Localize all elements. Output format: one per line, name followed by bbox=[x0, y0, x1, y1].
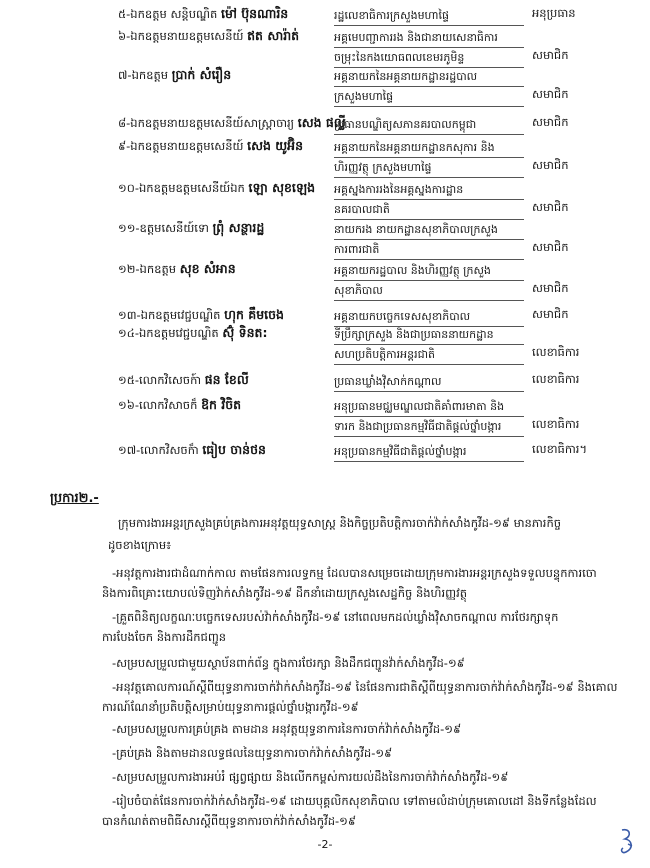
member-name: ផន ខែលី bbox=[204, 372, 249, 387]
member-prefix: ១០-ឯកឧត្តមឧត្តមសេនីយ៍ឯក bbox=[118, 181, 245, 195]
member-prefix: ១៥-លោកវិសេចក៍ា bbox=[118, 373, 202, 387]
member-role: លេខាធិការ bbox=[532, 372, 580, 386]
page-number: -2- bbox=[317, 838, 333, 851]
member-position-line: ប្រធានឃ្លាំងវ៉ិសាក់កណ្ដាល bbox=[334, 375, 442, 388]
member-role: សមាជិក bbox=[532, 158, 569, 172]
member-position-line: អគ្គមេបញ្ជាការរង និងជានាយសេនាធិការ bbox=[334, 31, 498, 44]
task-item: -សម្របសម្រួលជាមួយស្ថាប័នពាក់ព័ន្ធ ក្នុងការថែរក្សា និងដឹកជញ្ជូនវ៉ាក់សាំងកូវីដ-១៩ bbox=[112, 656, 465, 670]
member-name: ឥត សារ៉ាត់ bbox=[247, 28, 300, 43]
member-position-line: ទីប្រឹក្សាក្រសួង និងជាប្រធាននាយកដ្ឋាន bbox=[334, 328, 494, 341]
member-position bbox=[334, 261, 522, 301]
member-name-column bbox=[118, 307, 284, 326]
task-item-continuation: បានកំណត់តាមពិធីសារស្ដីពីយុទ្ធនាការចាក់វ៉ាក់សាំងកូវីដ-១៩ bbox=[102, 814, 357, 828]
member-name: ស៊ុំ ទិនត: bbox=[222, 325, 268, 340]
task-item-continuation: ការបែងចែក និងការដឹកជញ្ជូន bbox=[102, 630, 227, 644]
initials-mark-icon bbox=[616, 826, 638, 856]
task-item-continuation: និងការពិគ្រោះយោបល់ទិញវ៉ាក់សាំងកូវីដ-១៩ ដឹកនាំដោយក្រសួងសេដ្ឋកិច្ច និងហិរញ្ញវត្ថុ bbox=[102, 586, 468, 600]
member-prefix: ១២-ឯកឧត្តម bbox=[118, 262, 177, 276]
member-prefix: ៧-ឯកឧត្តម bbox=[118, 68, 169, 82]
member-position bbox=[334, 372, 522, 392]
member-position-line: សុខាភិបាល bbox=[334, 284, 383, 297]
member-name: ហុក គឹមចេង bbox=[224, 307, 284, 322]
member-position-line: អគ្គស្នងការរងនៃអគ្គស្នងការដ្ឋាន bbox=[334, 183, 464, 196]
member-position-line: ការពារជាតិ bbox=[334, 243, 380, 256]
member-role: សមាជិក bbox=[532, 87, 569, 101]
task-item-continuation: ការណ៍ណែនាំប្រតិបត្តិសម្រាប់យុទ្ធនាការផ្ដល់ថ្នាំបង្ការកូវីដ-១៩ bbox=[102, 700, 359, 714]
member-position-line: អនុប្រធានមជ្ឈមណ្ឌលជាតិគាំពារមាតា និង bbox=[334, 400, 505, 413]
member-name: ធៀប ចាន់ថន bbox=[202, 442, 266, 457]
member-position-line: ហិរញ្ញវត្ថុ ក្រសួងមហាផ្ទៃ bbox=[334, 161, 432, 174]
member-prefix: ៥-ឯកឧត្តម សន្តិបណ្ឌិត bbox=[118, 7, 218, 21]
member-role: សមាជិក bbox=[532, 240, 569, 254]
member-name-column bbox=[118, 138, 303, 157]
member-position-line: អគ្គនាយកបច្ចេកទេសសុខាភិបាល bbox=[334, 310, 471, 323]
member-role: សមាជិក bbox=[532, 200, 569, 214]
member-name: ម៉ៅ ប៊ុនណារិន bbox=[221, 6, 289, 21]
member-position-line: នាយករង នាយកដ្ឋានសុខាភិបាលក្រសួង bbox=[334, 223, 498, 236]
member-position-line: អនុប្រធានកម្មវិធីជាតិផ្ដល់ថ្នាំបង្ការ bbox=[334, 445, 467, 458]
member-position bbox=[334, 397, 522, 437]
member-name-column bbox=[118, 180, 315, 199]
task-item: -គ្រួតពិនិត្យលក្ខណៈបច្ចេកទេសរបស់វ៉ាក់សាំងកូវីដ-១៩ នៅពេលមកដល់ឃ្លាំងវ៉ិសាចកណ្ដាល ការថែរក្សាទុក bbox=[112, 610, 559, 624]
member-position-line: ទារក និងជាប្រធានកម្មវិធីជាតិផ្ដល់ថ្នាំបង្ការ bbox=[334, 420, 502, 433]
member-prefix: ១៣-ឯកឧត្តមវេជ្ជបណ្ឌិត bbox=[118, 308, 221, 322]
task-item: -អនុវត្តការងារជាដំណាក់កាល តាមផែនការលទ្ធកម្ម ដែលបានសម្រេចដោយក្រុមការងារអន្តរក្រសួងទទួលបន្ទុកការចោ bbox=[112, 566, 597, 580]
member-name-column bbox=[118, 28, 299, 47]
member-position-line: ប្រធានបណ្ឌិត្យសភានគរបាលកម្ពុជា bbox=[334, 118, 477, 131]
member-prefix: ១៧-លោកវិសចក៏ា bbox=[118, 443, 199, 457]
member-position-line: សហប្រតិបត្តិការអន្តរជាតិ bbox=[334, 348, 436, 361]
member-prefix: ១៦-លោកវិសាចក៏ bbox=[118, 398, 198, 412]
member-position bbox=[334, 180, 522, 220]
member-name-column bbox=[118, 261, 236, 280]
member-position bbox=[334, 6, 522, 26]
member-position bbox=[334, 220, 522, 260]
intro-line: ដូចខាងក្រោម៖ bbox=[108, 538, 172, 552]
member-name-column bbox=[118, 442, 266, 461]
member-name: សេង យូអ៊ិន bbox=[247, 138, 304, 153]
member-position-line: អគ្គនាយករដ្ឋបាល និងហិរញ្ញវត្ថុ ក្រសួង bbox=[334, 264, 491, 277]
intro-line: ក្រុមការងារអន្តរក្រសួងគ្រប់គ្រងការអនុវត្តយុទ្ធសាស្ត្រ និងកិច្ចប្រតិបត្តិការចាក់វ៉ាក់សាំងកូវីដ-១៩ មានភារកិច្ច bbox=[118, 516, 562, 530]
member-prefix: ៦-ឯកឧត្តមនាយឧត្តមសេនីយ៍ bbox=[118, 29, 244, 43]
member-name-column bbox=[118, 6, 288, 25]
task-item: -គ្រប់គ្រង និងតាមដានលទ្ធផលនៃយុទ្ធនាការចាក់វ៉ាក់សាំងកូវីដ-១៩ bbox=[112, 746, 393, 760]
member-position bbox=[334, 115, 522, 135]
member-name: សេង ផល្លី bbox=[297, 115, 346, 130]
member-role: លេខាធិការ bbox=[532, 417, 580, 431]
task-item: -អនុវត្តគោលការណ៍ស្ដីពីយុទ្ធនាការចាក់វ៉ាក់សាំងកូវីដ-១៩ នៃផែនការជាតិស្ដីពីយុទ្ធនាការចាក់វ៉ាក់សាំងកូវីដ-១៩ និងគោល bbox=[112, 680, 618, 694]
task-item: -សម្របសម្រួលការងារអប់រំ ផ្សព្វផ្សាយ និងលើកកម្ពស់ការយល់ដឹងនៃការចាក់វ៉ាក់សាំងកូវីដ-១៩ bbox=[112, 770, 509, 784]
member-position-line: នគរបាលជាតិ bbox=[334, 203, 390, 216]
member-name: ឱក វិចិត bbox=[201, 397, 242, 412]
member-position-line: ក្រសួងមហាផ្ទៃ bbox=[334, 90, 394, 103]
member-position-line: អគ្គនាយកនៃអគ្គនាយកដ្ឋានកសុការ និង bbox=[334, 141, 495, 154]
task-item: -សម្របសម្រួលការគ្រប់គ្រង តាមដាន អនុវត្តយុទ្ធនាការនៃការចាក់វ៉ាក់សាំងកូវីដ-១៩ bbox=[112, 722, 462, 736]
member-name-column bbox=[118, 67, 231, 86]
member-position bbox=[334, 307, 522, 327]
member-position-line: អគ្គនាយកនៃអគ្គនាយកដ្ឋានរដ្ឋបាល bbox=[334, 70, 478, 83]
article-title: ប្រការ២.- bbox=[50, 491, 99, 506]
member-name-column bbox=[118, 372, 249, 391]
task-item: -រៀបចំបាត់ផែនការចាក់វ៉ាក់សាំងកូវីដ-១៩ ដោយបុគ្គលិកសុខាភិបាល ទៅតាមលំដាប់ក្រុមគោលដៅ និងទីកន្លែងដែល bbox=[112, 794, 597, 808]
member-prefix: ៨-ឯកឧត្តមនាយឧត្តមសេនីយ៍សាស្ត្រាចារ្យ bbox=[118, 116, 295, 130]
member-position bbox=[334, 325, 522, 365]
member-prefix: ១១-ឧត្តមសេនីយ៍ទោ bbox=[118, 221, 209, 235]
member-role: សមាជិក bbox=[532, 48, 569, 62]
member-prefix: ៩-ឯកឧត្តមនាយឧត្តមសេនីយ៍ bbox=[118, 139, 244, 153]
member-position bbox=[334, 67, 522, 107]
member-role: សមាជិក bbox=[532, 307, 569, 321]
member-position-line: រដ្ឋលេខាធិការក្រសួងមហាផ្ទៃ bbox=[334, 9, 449, 22]
member-name-column bbox=[118, 220, 264, 239]
member-name-column bbox=[118, 397, 241, 416]
member-name-column bbox=[118, 115, 346, 134]
member-role: អនុប្រធាន bbox=[532, 6, 576, 20]
member-role: លេខាធិការ bbox=[532, 345, 580, 359]
member-name: ឡោ សុខឡេង bbox=[248, 180, 316, 195]
member-name: ប្រាក់ សំរឿន bbox=[171, 67, 232, 82]
member-position bbox=[334, 138, 522, 178]
member-name-column bbox=[118, 325, 267, 344]
member-prefix: ១៤-ឯកឧត្តមវេជ្ជបណ្ឌិត bbox=[118, 326, 219, 340]
member-position-line: ចម្រុះនៃកងយោធពលខេមរភូមិន្ទ bbox=[334, 51, 465, 64]
member-role: លេខាធិការ។ bbox=[532, 442, 588, 456]
member-position bbox=[334, 442, 522, 462]
member-name: សុខ សំអាន bbox=[179, 261, 236, 276]
member-name: ព្រុំ សន្ថារដ្ឋ bbox=[212, 220, 265, 235]
member-role: សមាជិក bbox=[532, 281, 569, 295]
member-role: សមាជិក bbox=[532, 115, 569, 129]
member-position bbox=[334, 28, 522, 68]
